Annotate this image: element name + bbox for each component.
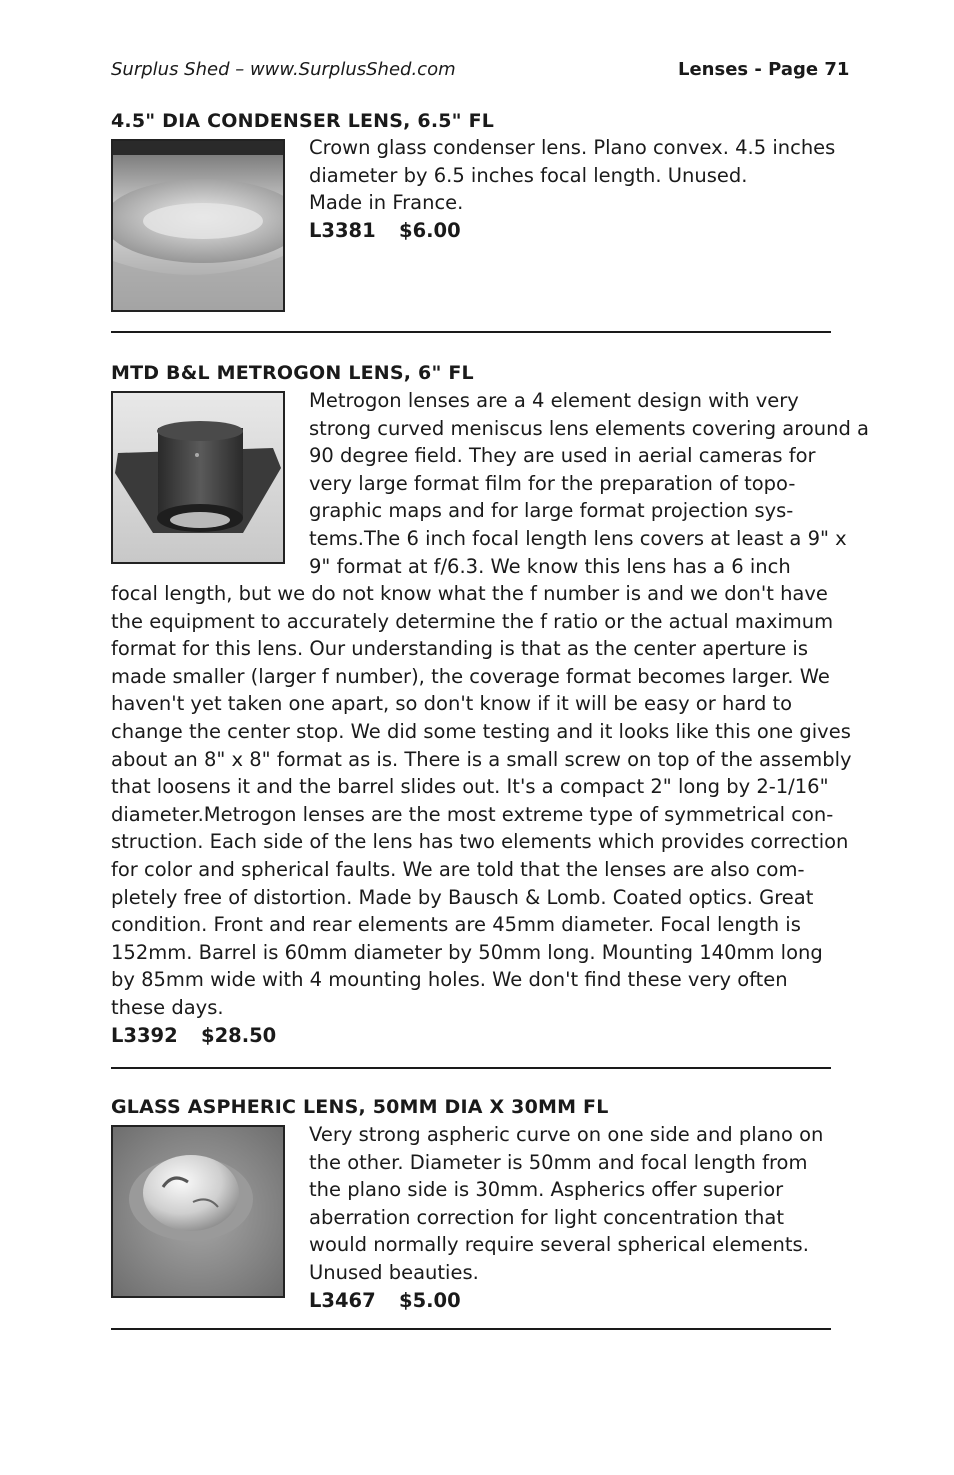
price: $6.00 <box>399 218 461 242</box>
description-line: Unused beauties. <box>309 1260 479 1284</box>
description-line: change the center stop. We did some testing and it looks like this one gives <box>111 719 851 743</box>
description-line: the plano side is 30mm. Aspherics offer superior <box>309 1178 784 1202</box>
description-line: condition. Front and rear elements are 45mm diameter. Focal length is <box>111 913 801 937</box>
product-title: GLASS ASPHERIC LENS, 50MM DIA X 30MM FL <box>111 1096 609 1118</box>
divider <box>111 331 831 333</box>
description-line: 9" format at f/6.3. We know this lens has a 6 inch <box>309 554 791 578</box>
description-line: diameter by 6.5 inches focal length. Unused. <box>309 163 748 187</box>
description-line: haven't yet taken one apart, so don't know if it will be easy or hard to <box>111 692 793 716</box>
condenser-lens-photo <box>111 139 285 312</box>
product-description <box>309 134 835 244</box>
divider <box>111 1328 831 1330</box>
description-line: struction. Each side of the lens has two elements which provides correction <box>111 830 849 854</box>
description-line: aberration correction for light concentration that <box>309 1205 784 1229</box>
sku-code: L3467 <box>309 1288 376 1312</box>
product-description <box>309 1121 823 1314</box>
description-line: the other. Diameter is 50mm and focal length from <box>309 1150 808 1174</box>
description-line: these days. <box>111 995 224 1019</box>
divider <box>111 1067 831 1069</box>
description-line: 152mm. Barrel is 60mm diameter by 50mm long. Mounting 140mm long <box>111 940 823 964</box>
description-line: graphic maps and for large format projection sys- <box>309 499 794 523</box>
description-line: that loosens it and the barrel slides out. It's a compact 2" long by 2-1/16" <box>111 775 829 799</box>
description-line: about an 8" x 8" format as is. There is a small screw on top of the assembly <box>111 747 852 771</box>
header-page-number: Lenses - Page 71 <box>678 59 850 80</box>
description-line: the equipment to accurately determine the f ratio or the actual maximum <box>111 609 834 633</box>
product-description <box>309 387 869 580</box>
description-line: very large format film for the preparation of topo- <box>309 471 796 495</box>
description-line: made smaller (larger f number), the coverage format becomes larger. We <box>111 664 830 688</box>
description-line: diameter.Metrogon lenses are the most extreme type of symmetrical con- <box>111 802 834 826</box>
description-line: Crown glass condenser lens. Plano convex. 4.5 inches <box>309 136 836 159</box>
description-line: would normally require several spherical elements. <box>309 1233 809 1257</box>
product-title: 4.5" DIA CONDENSER LENS, 6.5" FL <box>111 110 495 132</box>
description-line: Very strong aspheric curve on one side and plano on <box>309 1123 824 1146</box>
description-line: 90 degree field. They are used in aerial cameras for <box>309 444 816 468</box>
description-line: strong curved meniscus lens elements covering around a <box>309 416 870 440</box>
sku-code: L3381 <box>309 218 376 242</box>
description-line: pletely free of distortion. Made by Bausch & Lomb. Coated optics. Great <box>111 885 814 909</box>
metrogon-lens-photo <box>111 391 285 564</box>
sku-price <box>111 1022 852 1050</box>
description-line: format for this lens. Our understanding is that as the center aperture is <box>111 637 808 661</box>
description-line: Made in France. <box>309 191 464 215</box>
price: $28.50 <box>201 1023 277 1047</box>
aspheric-lens-photo <box>111 1125 285 1298</box>
description-line: by 85mm wide with 4 mounting holes. We don't find these very often <box>111 968 788 992</box>
product-title: MTD B&L METROGON LENS, 6" FL <box>111 362 474 384</box>
sku-price <box>309 217 835 245</box>
sku-code: L3392 <box>111 1023 178 1047</box>
product-description-continued <box>111 580 852 1049</box>
sku-price <box>309 1287 823 1315</box>
description-line: focal length, but we do not know what the f number is and we don't have <box>111 582 828 605</box>
description-line: tems.The 6 inch focal length lens covers at least a 9" x <box>309 526 847 550</box>
header-site-name: Surplus Shed – www.SurplusShed.com <box>111 59 456 80</box>
price: $5.00 <box>399 1288 461 1312</box>
description-line: Metrogon lenses are a 4 element design with very <box>309 389 799 412</box>
description-line: for color and spherical faults. We are told that the lenses are also com- <box>111 857 805 881</box>
